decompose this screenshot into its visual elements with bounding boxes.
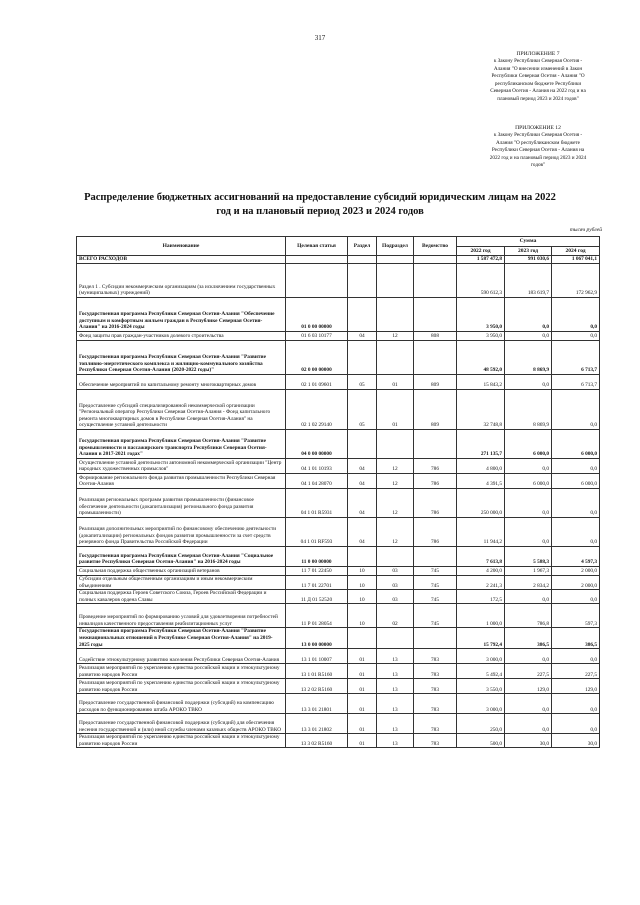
row-name: Обеспечение мероприятий по капитальному ремонту многоквартирных домов xyxy=(77,375,286,390)
row-sum-2023: 991 030,6 xyxy=(505,256,552,264)
row-name: Государственная программа Республики Северная Осетия-Алания "Обеспечение доступным и комфортным жильем граждан в Республике Северная Осетия-Алания" на 2016-2024 годы xyxy=(77,298,286,332)
row-section: 01 xyxy=(348,664,377,679)
row-subsection: 13 xyxy=(377,694,414,714)
row-section: 01 xyxy=(348,694,377,714)
row-target-code: 13 3 01 21802 xyxy=(286,714,348,734)
budget-table xyxy=(76,236,600,748)
appendix-7-note xyxy=(468,50,608,103)
row-sum-2024: 6 000,0 xyxy=(552,430,600,459)
row-subsection xyxy=(377,341,414,375)
row-name: Реализация мероприятий по укреплению единства российской нации и этнокультурному развитию народов России xyxy=(77,734,286,748)
row-sum-2023: 5 588,3 xyxy=(505,547,552,567)
row-department: 786 xyxy=(414,474,457,489)
appendix-12-line: 2022 год и на плановый период 2023 и 2024 xyxy=(489,154,587,161)
header-sum: Сумма xyxy=(457,237,600,247)
row-department xyxy=(414,341,457,375)
row-department: 745 xyxy=(414,604,457,628)
row-sum-2022: 250,0 xyxy=(457,714,505,734)
row-sum-2024: 30,0 xyxy=(552,734,600,748)
row-name: Государственная программа Республики Северная Осетия-Алания "Социальное развитие Республики Северная Осетия-Алания" на 2016-2024 годы xyxy=(77,547,286,567)
row-name: Реализация дополнительных мероприятий по финансовому обеспечению деятельности (докапитализации) региональных фондов развития промышленности за счет средств резервного фонда Правительства Российской Федерации xyxy=(77,518,286,547)
row-sum-2022: 3 950,0 xyxy=(457,298,505,332)
row-name: ВСЕГО РАСХОДОВ xyxy=(77,256,286,264)
appendix-7-line: Северная Осетия - Алания на 2022 год и на xyxy=(490,88,586,95)
row-section: 04 xyxy=(348,518,377,547)
row-target-code: 04 1 01 RF593 xyxy=(286,518,348,547)
appendix-12-line: Республики Северная Осетия - Алания на xyxy=(491,147,585,154)
row-sum-2023: 786,8 xyxy=(505,604,552,628)
appendix-12-note xyxy=(468,124,608,170)
row-sum-2023: 0,0 xyxy=(505,332,552,341)
table-body xyxy=(77,256,600,748)
row-subsection: 13 xyxy=(377,714,414,734)
row-department: 745 xyxy=(414,567,457,576)
row-sum-2023: 30,0 xyxy=(505,734,552,748)
row-target-code: 04 1 01 10193 xyxy=(286,459,348,474)
row-target-code: 11 Р 01 28054 xyxy=(286,604,348,628)
row-sum-2023: 1 967,3 xyxy=(505,567,552,576)
row-sum-2024: 0,0 xyxy=(552,590,600,604)
row-target-code: 02 1 02 29140 xyxy=(286,390,348,430)
row-subsection: 02 xyxy=(377,604,414,628)
row-subsection xyxy=(377,430,414,459)
row-section: 05 xyxy=(348,390,377,430)
row-sum-2023: 8 869,9 xyxy=(505,390,552,430)
appendix-7-line: Республики Северная Осетия - Алания "О xyxy=(491,73,585,80)
row-department: 786 xyxy=(414,489,457,518)
row-section: 10 xyxy=(348,604,377,628)
row-department: 783 xyxy=(414,714,457,734)
row-department xyxy=(414,547,457,567)
row-sum-2022: 590 612,3 xyxy=(457,264,505,298)
row-sum-2024: 0,0 xyxy=(552,489,600,518)
row-target-code: 13 2 02 R5160 xyxy=(286,679,348,694)
row-sum-2024: 172 962,9 xyxy=(552,264,600,298)
row-target-code: 13 3 02 R5160 xyxy=(286,734,348,748)
row-subsection: 12 xyxy=(377,489,414,518)
table-row xyxy=(77,332,600,341)
row-sum-2022: 48 592,0 xyxy=(457,341,505,375)
row-section: 01 xyxy=(348,679,377,694)
table-row xyxy=(77,518,600,547)
appendix-7-heading: ПРИЛОЖЕНИЕ 7 xyxy=(516,51,560,57)
row-subsection: 03 xyxy=(377,576,414,590)
row-target-code: 02 0 00 00000 xyxy=(286,341,348,375)
row-sum-2024: 6 713,7 xyxy=(552,341,600,375)
table-row xyxy=(77,430,600,459)
row-section: 10 xyxy=(348,590,377,604)
header-year-2022: 2022 год xyxy=(457,247,505,256)
row-name: Социальная поддержка Героев Советского Союза, Героев Российской Федерации и полных кавалеров ордена Славы xyxy=(77,590,286,604)
row-target-code: 01 0 00 00000 xyxy=(286,298,348,332)
row-sum-2024: 4 597,3 xyxy=(552,547,600,567)
row-target-code: 11 0 00 00000 xyxy=(286,547,348,567)
row-sum-2023: 0,0 xyxy=(505,714,552,734)
table-row xyxy=(77,341,600,375)
row-sum-2024: 2 000,0 xyxy=(552,567,600,576)
row-department xyxy=(414,264,457,298)
row-section: 05 xyxy=(348,375,377,390)
row-section xyxy=(348,256,377,264)
row-subsection: 13 xyxy=(377,664,414,679)
row-sum-2022: 250 000,0 xyxy=(457,489,505,518)
row-department: 783 xyxy=(414,734,457,748)
row-section: 04 xyxy=(348,459,377,474)
row-department: 783 xyxy=(414,694,457,714)
row-sum-2022: 2 241,3 xyxy=(457,576,505,590)
row-name: Реализация мероприятий по укреплению единства российской нации и этнокультурному развитию народов России xyxy=(77,679,286,694)
table-row xyxy=(77,256,600,264)
row-sum-2023: 0,0 xyxy=(505,649,552,664)
row-name: Субсидии отдельным общественным организациям и иным некоммерческим объединениям xyxy=(77,576,286,590)
row-department: 783 xyxy=(414,664,457,679)
page-number: 317 xyxy=(314,34,326,42)
row-target-code: 13 1 01 10007 xyxy=(286,649,348,664)
row-target-code: 13 1 01 R5160 xyxy=(286,664,348,679)
row-sum-2024: 129,0 xyxy=(552,679,600,694)
row-department: 809 xyxy=(414,375,457,390)
row-sum-2022: 4 391,5 xyxy=(457,474,505,489)
row-sum-2024: 386,5 xyxy=(552,628,600,649)
row-sum-2022: 11 944,2 xyxy=(457,518,505,547)
row-sum-2023: 386,5 xyxy=(505,628,552,649)
row-sum-2022: 271 135,7 xyxy=(457,430,505,459)
row-sum-2023: 0,0 xyxy=(505,518,552,547)
row-sum-2024: 1 067 041,1 xyxy=(552,256,600,264)
row-section: 01 xyxy=(348,734,377,748)
row-subsection: 13 xyxy=(377,649,414,664)
row-sum-2023: 8 869,9 xyxy=(505,341,552,375)
row-name: Предоставление государственной финансовой поддержки (субсидий) для обеспечения несения государственной и (или) иной службы членами казачьих обществ АРОКО ТВКО xyxy=(77,714,286,734)
row-department: 808 xyxy=(414,332,457,341)
row-target-code: 11 7 01 22450 xyxy=(286,567,348,576)
table-row xyxy=(77,576,600,590)
row-sum-2022: 7 613,8 xyxy=(457,547,505,567)
row-target-code: 04 1 04 28070 xyxy=(286,474,348,489)
row-subsection: 13 xyxy=(377,679,414,694)
row-sum-2023: 0,0 xyxy=(505,459,552,474)
row-sum-2024: 0,0 xyxy=(552,390,600,430)
row-section xyxy=(348,341,377,375)
appendix-12-line: к Закону Республики Северная Осетия - xyxy=(493,132,583,139)
row-department xyxy=(414,628,457,649)
row-target-code: 13 0 00 00000 xyxy=(286,628,348,649)
row-target-code: 02 1 01 09601 xyxy=(286,375,348,390)
row-subsection: 12 xyxy=(377,459,414,474)
row-sum-2022: 500,0 xyxy=(457,734,505,748)
row-target-code: 11 Д 01 52520 xyxy=(286,590,348,604)
row-target-code: 11 7 01 22701 xyxy=(286,576,348,590)
row-sum-2023: 0,0 xyxy=(505,375,552,390)
row-sum-2023: 2 834,2 xyxy=(505,576,552,590)
row-sum-2023: 6 000,0 xyxy=(505,430,552,459)
row-section xyxy=(348,628,377,649)
row-subsection: 12 xyxy=(377,474,414,489)
table-row xyxy=(77,375,600,390)
row-name: Формирование регионального фонда развития промышленности Республики Северная Осетия-Алания xyxy=(77,474,286,489)
row-sum-2023: 0,0 xyxy=(505,590,552,604)
row-subsection xyxy=(377,264,414,298)
row-section: 10 xyxy=(348,567,377,576)
row-section: 04 xyxy=(348,489,377,518)
row-department xyxy=(414,430,457,459)
table-row xyxy=(77,567,600,576)
table-row xyxy=(77,390,600,430)
appendix-7-line: Алания "О внесении изменений в Закон xyxy=(493,65,583,72)
row-name: Раздел 1 . Субсидии некоммерческим организациям (за исключением государственных (муниципальных) учреждений) xyxy=(77,264,286,298)
appendix-7-line: плановый период 2023 и 2024 годов" xyxy=(497,95,579,102)
row-subsection: 03 xyxy=(377,590,414,604)
row-sum-2022: 3 000,0 xyxy=(457,649,505,664)
row-sum-2022: 4 800,0 xyxy=(457,459,505,474)
row-sum-2022: 32 748,8 xyxy=(457,390,505,430)
row-section: 04 xyxy=(348,474,377,489)
row-sum-2024: 0,0 xyxy=(552,649,600,664)
header-target: Целевая статья xyxy=(286,237,348,256)
row-sum-2023: 6 000,0 xyxy=(505,474,552,489)
row-sum-2023: 0,0 xyxy=(505,489,552,518)
row-name: Государственная программа Республики Северная Осетия-Алания "Развитие топливно-энергетического комплекса и жилищно-коммунального хозяйства Республики Северная Осетия-Алания (2020-2022 годы)" xyxy=(77,341,286,375)
row-subsection: 12 xyxy=(377,332,414,341)
row-sum-2023: 227,5 xyxy=(505,664,552,679)
row-subsection: 03 xyxy=(377,567,414,576)
table-row xyxy=(77,628,600,649)
row-sum-2023: 129,0 xyxy=(505,679,552,694)
row-name: Осуществление уставной деятельности автономной некоммерческой организации "Центр народных художественных промыслов" xyxy=(77,459,286,474)
table-row xyxy=(77,489,600,518)
row-name: Проведение мероприятий по формированию условий для удовлетворения потребностей инвалидов качественного предоставления реабилитационных услуг xyxy=(77,604,286,628)
header-department: Ведомство xyxy=(414,237,457,256)
row-sum-2022: 3 000,0 xyxy=(457,694,505,714)
row-sum-2024: 0,0 xyxy=(552,518,600,547)
appendix-7-line: республиканском бюджете Республики xyxy=(494,80,582,87)
table-row xyxy=(77,694,600,714)
row-department: 745 xyxy=(414,590,457,604)
row-target-code: 01 6 03 10177 xyxy=(286,332,348,341)
document-title: Распределение бюджетных ассигнований на предоставление субсидий юридическим лицам на 2022 год и на плановый период 2023 и 2024 годов xyxy=(84,192,556,218)
row-target-code: 04 0 00 00000 xyxy=(286,430,348,459)
units-label: тысяч рублей xyxy=(569,227,602,233)
row-name: Реализация региональных программ развития промышленности (финансовое обеспечение деятельности (докапитализация) регионального фонда развития промышленности) xyxy=(77,489,286,518)
appendix-7-line: к Закону Республики Северная Осетия - xyxy=(493,58,583,65)
row-subsection xyxy=(377,298,414,332)
row-target-code xyxy=(286,256,348,264)
row-sum-2024: 0,0 xyxy=(552,459,600,474)
table-row xyxy=(77,649,600,664)
row-name: Социальная поддержка общественных организаций ветеранов xyxy=(77,567,286,576)
row-section xyxy=(348,430,377,459)
row-sum-2022: 3 950,0 xyxy=(457,332,505,341)
row-sum-2024: 0,0 xyxy=(552,298,600,332)
table-row xyxy=(77,590,600,604)
row-sum-2022: 1 587 472,8 xyxy=(457,256,505,264)
row-department: 786 xyxy=(414,459,457,474)
row-sum-2024: 0,0 xyxy=(552,714,600,734)
row-section xyxy=(348,547,377,567)
row-section xyxy=(348,264,377,298)
table-row xyxy=(77,264,600,298)
row-sum-2022: 5 492,4 xyxy=(457,664,505,679)
row-name: Реализация мероприятий по укреплению единства российской нации и этнокультурному развитию народов России xyxy=(77,664,286,679)
row-sum-2024: 0,0 xyxy=(552,694,600,714)
row-subsection: 01 xyxy=(377,375,414,390)
row-subsection xyxy=(377,628,414,649)
row-target-code: 13 3 01 21801 xyxy=(286,694,348,714)
row-sum-2024: 0,0 xyxy=(552,332,600,341)
row-department xyxy=(414,298,457,332)
row-sum-2022: 15 792,4 xyxy=(457,628,505,649)
row-department: 809 xyxy=(414,390,457,430)
row-department xyxy=(414,256,457,264)
row-department: 745 xyxy=(414,576,457,590)
row-sum-2024: 597,3 xyxy=(552,604,600,628)
row-name: Фонд защиты прав граждан-участников долевого строительства xyxy=(77,332,286,341)
table-row xyxy=(77,474,600,489)
table-row xyxy=(77,298,600,332)
appendix-12-heading: ПРИЛОЖЕНИЕ 12 xyxy=(515,125,561,131)
row-section xyxy=(348,298,377,332)
row-department: 783 xyxy=(414,649,457,664)
row-name: Государственная программа Республики Северная Осетия-Алания "Развитие межнациональных отношений в Республике Северная Осетия-Алания" на 2019-2025 годы xyxy=(77,628,286,649)
row-section: 01 xyxy=(348,714,377,734)
appendix-12-line: Алания "О республиканском бюджете xyxy=(496,139,580,146)
table-row xyxy=(77,664,600,679)
header-year-2023: 2023 год xyxy=(505,247,552,256)
row-sum-2022: 3 550,0 xyxy=(457,679,505,694)
row-subsection: 13 xyxy=(377,734,414,748)
table-row xyxy=(77,734,600,748)
header-subsection: Подраздел xyxy=(377,237,414,256)
row-name: Государственная программа Республики Северная Осетия-Алания "Развитие промышленности и пассажирского транспорта Республики Северная Осетия-Алания в 2017-2021 годах" xyxy=(77,430,286,459)
row-sum-2023: 0,0 xyxy=(505,298,552,332)
row-department: 786 xyxy=(414,518,457,547)
row-section: 10 xyxy=(348,576,377,590)
row-sum-2022: 172,5 xyxy=(457,590,505,604)
row-target-code: 04 1 01 R5931 xyxy=(286,489,348,518)
table-row xyxy=(77,459,600,474)
row-sum-2023: 183 619,7 xyxy=(505,264,552,298)
table-row xyxy=(77,604,600,628)
row-sum-2022: 15 843,2 xyxy=(457,375,505,390)
header-name: Наименование xyxy=(77,237,286,256)
row-sum-2024: 6 713,7 xyxy=(552,375,600,390)
row-sum-2024: 6 000,0 xyxy=(552,474,600,489)
header-section: Раздел xyxy=(348,237,377,256)
row-subsection xyxy=(377,256,414,264)
row-subsection: 01 xyxy=(377,390,414,430)
table-row xyxy=(77,679,600,694)
table-row xyxy=(77,714,600,734)
row-name: Предоставление субсидий специализированной некоммерческой организации "Региональный оператор Республики Северная Осетия-Алания - Фонд капитального ремонта многоквартирных домов в Республике Северная Осетия-Алания" на осуществление уставной деятельности xyxy=(77,390,286,430)
row-subsection: 12 xyxy=(377,518,414,547)
row-target-code xyxy=(286,264,348,298)
row-name: Предоставление государственной финансовой поддержки (субсидий) на компенсацию расходов по функционированию штаба АРОКО ТВКО xyxy=(77,694,286,714)
row-sum-2024: 2 000,0 xyxy=(552,576,600,590)
appendix-12-line: годов" xyxy=(530,162,546,169)
row-sum-2022: 4 200,0 xyxy=(457,567,505,576)
row-sum-2024: 227,5 xyxy=(552,664,600,679)
table-row xyxy=(77,547,600,567)
table-header-row xyxy=(77,237,600,247)
row-section: 04 xyxy=(348,332,377,341)
row-sum-2023: 0,0 xyxy=(505,694,552,714)
row-section: 01 xyxy=(348,649,377,664)
row-sum-2022: 1 000,0 xyxy=(457,604,505,628)
header-year-2024: 2024 год xyxy=(552,247,600,256)
row-department: 783 xyxy=(414,679,457,694)
row-name: Содействие этнокультурному развитию населения Республики Северная Осетия-Алания xyxy=(77,649,286,664)
row-subsection xyxy=(377,547,414,567)
